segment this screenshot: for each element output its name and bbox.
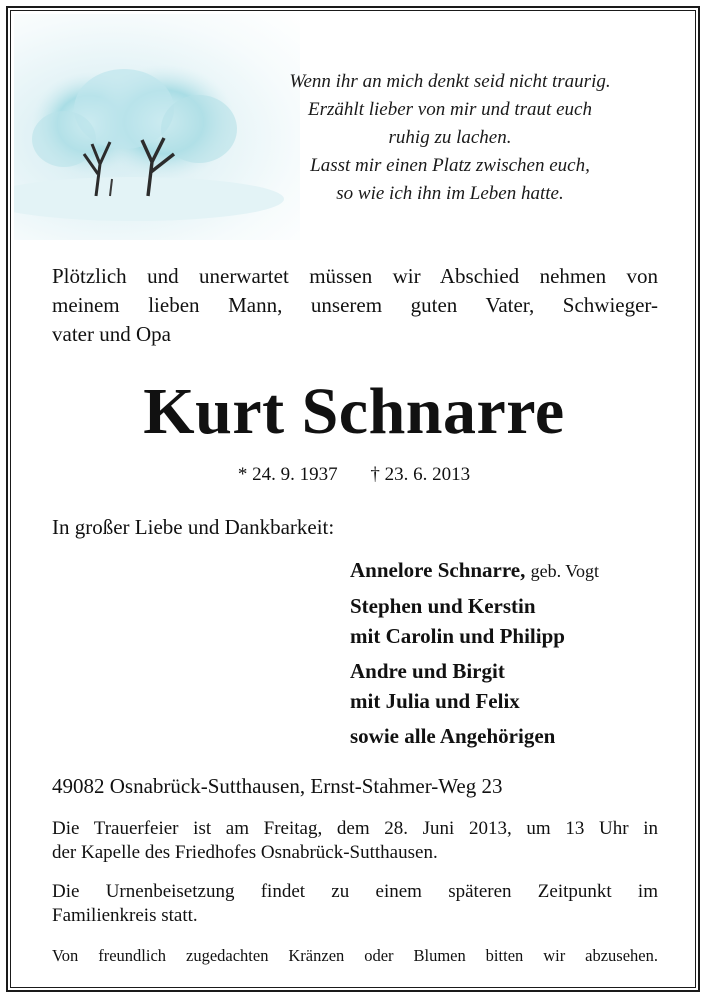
address: 49082 Osnabrück-Sutthausen, Ernst-Stahmer-Weg 23 — [52, 774, 503, 798]
poem-line: so wie ich ihn im Leben hatte. — [336, 183, 564, 204]
deceased-name: Kurt Schnarre — [143, 375, 565, 448]
poem-line: Lasst mir einen Platz zwischen euch, — [310, 155, 590, 176]
intro-line: Plötzlich und unerwartet müssen wir Abschied nehmen von — [52, 264, 658, 288]
flowers-notice: Von freundlich zugedachten Kränzen oder Blumen bitten wir abzusehen. — [52, 946, 658, 965]
mourner-line: mit Carolin und Philipp — [350, 624, 565, 648]
burial-line: Die Urnenbeisetzung findet zu einem späteren Zeitpunkt im — [52, 881, 658, 902]
mourner-line: Andre und Birgit — [350, 659, 505, 683]
death-date: † 23. 6. 2013 — [370, 464, 471, 485]
service-line: der Kapelle des Friedhofes Osnabrück-Sutthausen. — [52, 842, 438, 863]
birth-date: * 24. 9. 1937 — [237, 464, 338, 485]
poem-line: Erzählt lieber von mir und traut euch — [308, 99, 592, 120]
mourner-line: sowie alle Angehörigen — [350, 724, 556, 748]
burial-line: Familienkreis statt. — [52, 905, 198, 926]
intro-line: meinem lieben Mann, unserem guten Vater, Schwieger- — [52, 293, 658, 317]
intro-line: vater und Opa — [52, 322, 171, 346]
mourner-spouse — [350, 555, 599, 586]
spouse-name: Annelore Schnarre, — [350, 558, 526, 582]
mourner-line: mit Julia und Felix — [350, 689, 520, 713]
poem-line: ruhig zu lachen. — [388, 127, 512, 148]
poem-line: Wenn ihr an mich denkt seid nicht traurig. — [289, 71, 611, 92]
mourners-intro: In großer Liebe und Dankbarkeit: — [52, 515, 335, 539]
mourners-list — [350, 555, 599, 751]
service-line: Die Trauerfeier ist am Freitag, dem 28. Juni 2013, um 13 Uhr in — [52, 818, 658, 839]
service-notice — [52, 817, 658, 865]
spouse-maiden-name: geb. Vogt — [530, 561, 599, 581]
burial-notice — [52, 880, 658, 928]
poem — [240, 68, 660, 208]
intro-text — [52, 262, 658, 349]
life-dates — [0, 464, 708, 486]
mourner-line: Stephen und Kerstin — [350, 594, 536, 618]
